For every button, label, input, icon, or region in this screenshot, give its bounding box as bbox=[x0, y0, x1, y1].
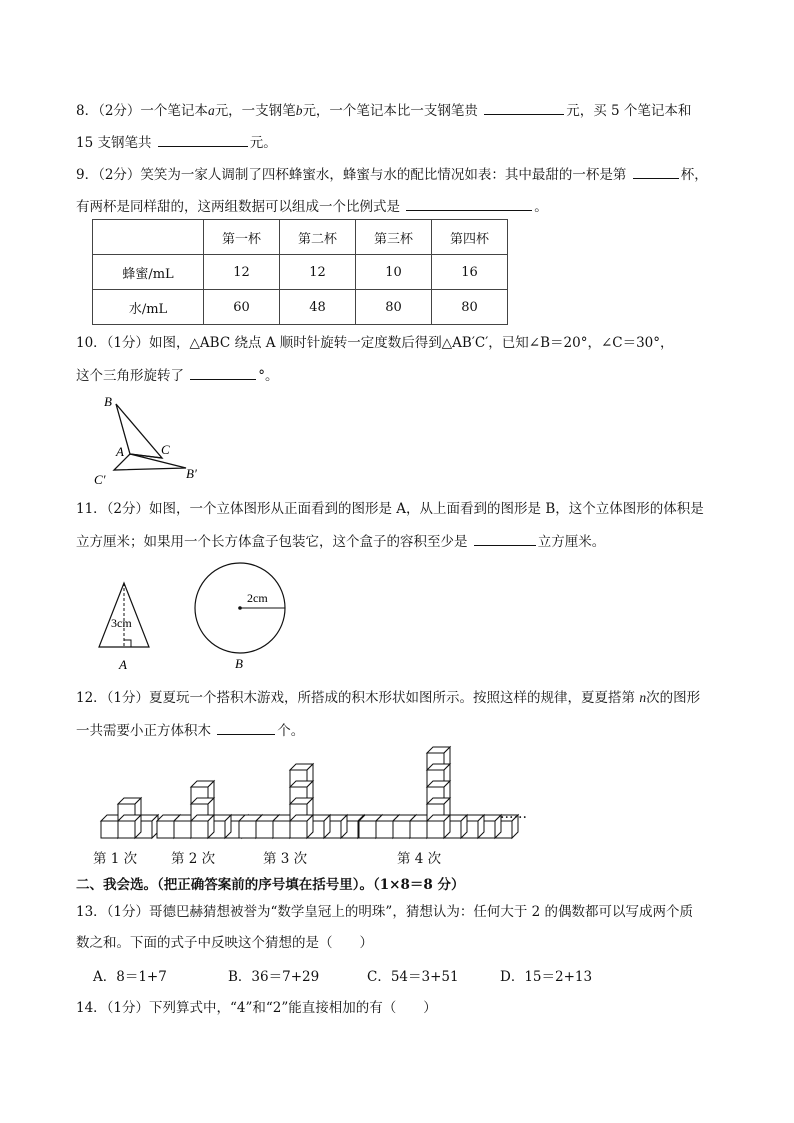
cube-block bbox=[118, 815, 141, 838]
caption-step-3: 第 3 次 bbox=[263, 851, 308, 867]
q13-text: 13．（1分）哥德巴赫猜想被誉为“数学皇冠上的明珠”，猜想认为：任何大于 2 的偶数都可以写成两个质 bbox=[76, 904, 693, 920]
table-header-cell: 第三杯 bbox=[356, 220, 432, 255]
table-row-label: 水/mL bbox=[93, 290, 204, 325]
table-row-label: 蜂蜜/mL bbox=[93, 255, 204, 290]
q14-text: 14．（1分）下列算式中，“4”和“2”能直接相加的有（ ） bbox=[76, 1000, 437, 1016]
q11-text: 立方厘米。 bbox=[537, 534, 606, 550]
q8-text: 元，一个笔记本比一支钢笔贵 bbox=[302, 103, 478, 119]
table-cell: 12 bbox=[280, 255, 356, 290]
q13-line2 bbox=[76, 933, 373, 953]
height-label: 3cm bbox=[111, 616, 132, 630]
q12-text: 12．（1分）夏夏玩一个搭积木游戏，所搭成的积木形状如图所示。按照这样的规律，夏夏搭第 bbox=[76, 690, 636, 706]
q13-line1 bbox=[76, 902, 693, 922]
q8-text: 元，买 5 个笔记本和 bbox=[566, 103, 692, 119]
q10-text: 10．（1分）如图，△ABC 绕点 A 顺时针旋转一定度数后得到△AB′C′，已知∠B＝20°，∠C＝30°， bbox=[76, 335, 674, 351]
q8-text: 15 支钢笔共 bbox=[76, 135, 152, 151]
label-b: B bbox=[104, 394, 112, 409]
q14-line1 bbox=[76, 998, 437, 1018]
option-a[interactable]: A．8＝1+7 bbox=[93, 969, 167, 985]
q9-text: 。 bbox=[534, 199, 548, 215]
table-header-cell: 第四杯 bbox=[432, 220, 508, 255]
q13-text: 数之和。下面的式子中反映这个猜想的是（ ） bbox=[76, 935, 373, 951]
q8-text: 元。 bbox=[249, 135, 277, 151]
cube-block bbox=[191, 815, 214, 838]
cube-block bbox=[427, 815, 450, 838]
option-c[interactable]: C．54＝3+51 bbox=[367, 969, 459, 985]
q9-text: 杯， bbox=[680, 167, 708, 183]
q9-text: 9．（2分）笑笑为一家人调制了四杯蜂蜜水，蜂蜜与水的配比情况如表：其中最甜的一杯是第 bbox=[76, 167, 627, 183]
table-cell: 48 bbox=[280, 290, 356, 325]
q12-text: 个。 bbox=[277, 723, 305, 739]
q10-text: °。 bbox=[258, 368, 279, 384]
q8-var-a: a bbox=[207, 103, 215, 118]
q12-text: 一共需要小正方体积木 bbox=[76, 723, 211, 739]
caption-step-1: 第 1 次 bbox=[93, 851, 138, 867]
cube-block bbox=[290, 815, 313, 838]
label-b-prime: B′ bbox=[186, 466, 197, 481]
q11-text: 11．（2分）如图，一个立体图形从正面看到的图形是 A，从上面看到的图形是 B，这个立体图形的体积是 bbox=[76, 501, 704, 517]
q10-text: 这个三角形旋转了 bbox=[76, 368, 184, 384]
table-cell: 12 bbox=[204, 255, 280, 290]
table-cell: 80 bbox=[432, 290, 508, 325]
table-cell: 80 bbox=[356, 290, 432, 325]
table-header-cell: 第二杯 bbox=[280, 220, 356, 255]
q8-text: 8．（2分）一个笔记本 bbox=[76, 103, 208, 119]
label-a: A bbox=[116, 444, 124, 459]
label-b: B bbox=[235, 656, 243, 671]
table-cell: 60 bbox=[204, 290, 280, 325]
caption-step-4: 第 4 次 bbox=[397, 851, 442, 867]
section-2-heading: 二、我会选。（把正确答案前的序号填在括号里）。（1×8＝8 分） bbox=[76, 877, 465, 893]
q12-text: 次的图形 bbox=[646, 690, 701, 706]
q11-text: 立方厘米；如果用一个长方体盒子包装它，这个盒子的容积至少是 bbox=[76, 534, 468, 550]
caption-step-2: 第 2 次 bbox=[171, 851, 216, 867]
q8-var-b: b bbox=[295, 103, 303, 118]
label-c-prime: C′ bbox=[94, 472, 106, 487]
option-d[interactable]: D．15＝2+13 bbox=[500, 969, 593, 985]
label-a: A bbox=[119, 657, 127, 672]
table-cell: 10 bbox=[356, 255, 432, 290]
q8-text: 元，一支钢笔 bbox=[214, 103, 296, 119]
label-c: C bbox=[161, 442, 170, 457]
q12-var-n: n bbox=[639, 690, 647, 705]
ellipsis: …… bbox=[500, 806, 527, 822]
table-cell: 16 bbox=[432, 255, 508, 290]
option-b[interactable]: B．36＝7+29 bbox=[228, 969, 320, 985]
table-header-cell: 第一杯 bbox=[204, 220, 280, 255]
radius-label: 2cm bbox=[247, 591, 268, 605]
q9-text: 有两杯是同样甜的，这两组数据可以组成一个比例式是 bbox=[76, 199, 400, 215]
